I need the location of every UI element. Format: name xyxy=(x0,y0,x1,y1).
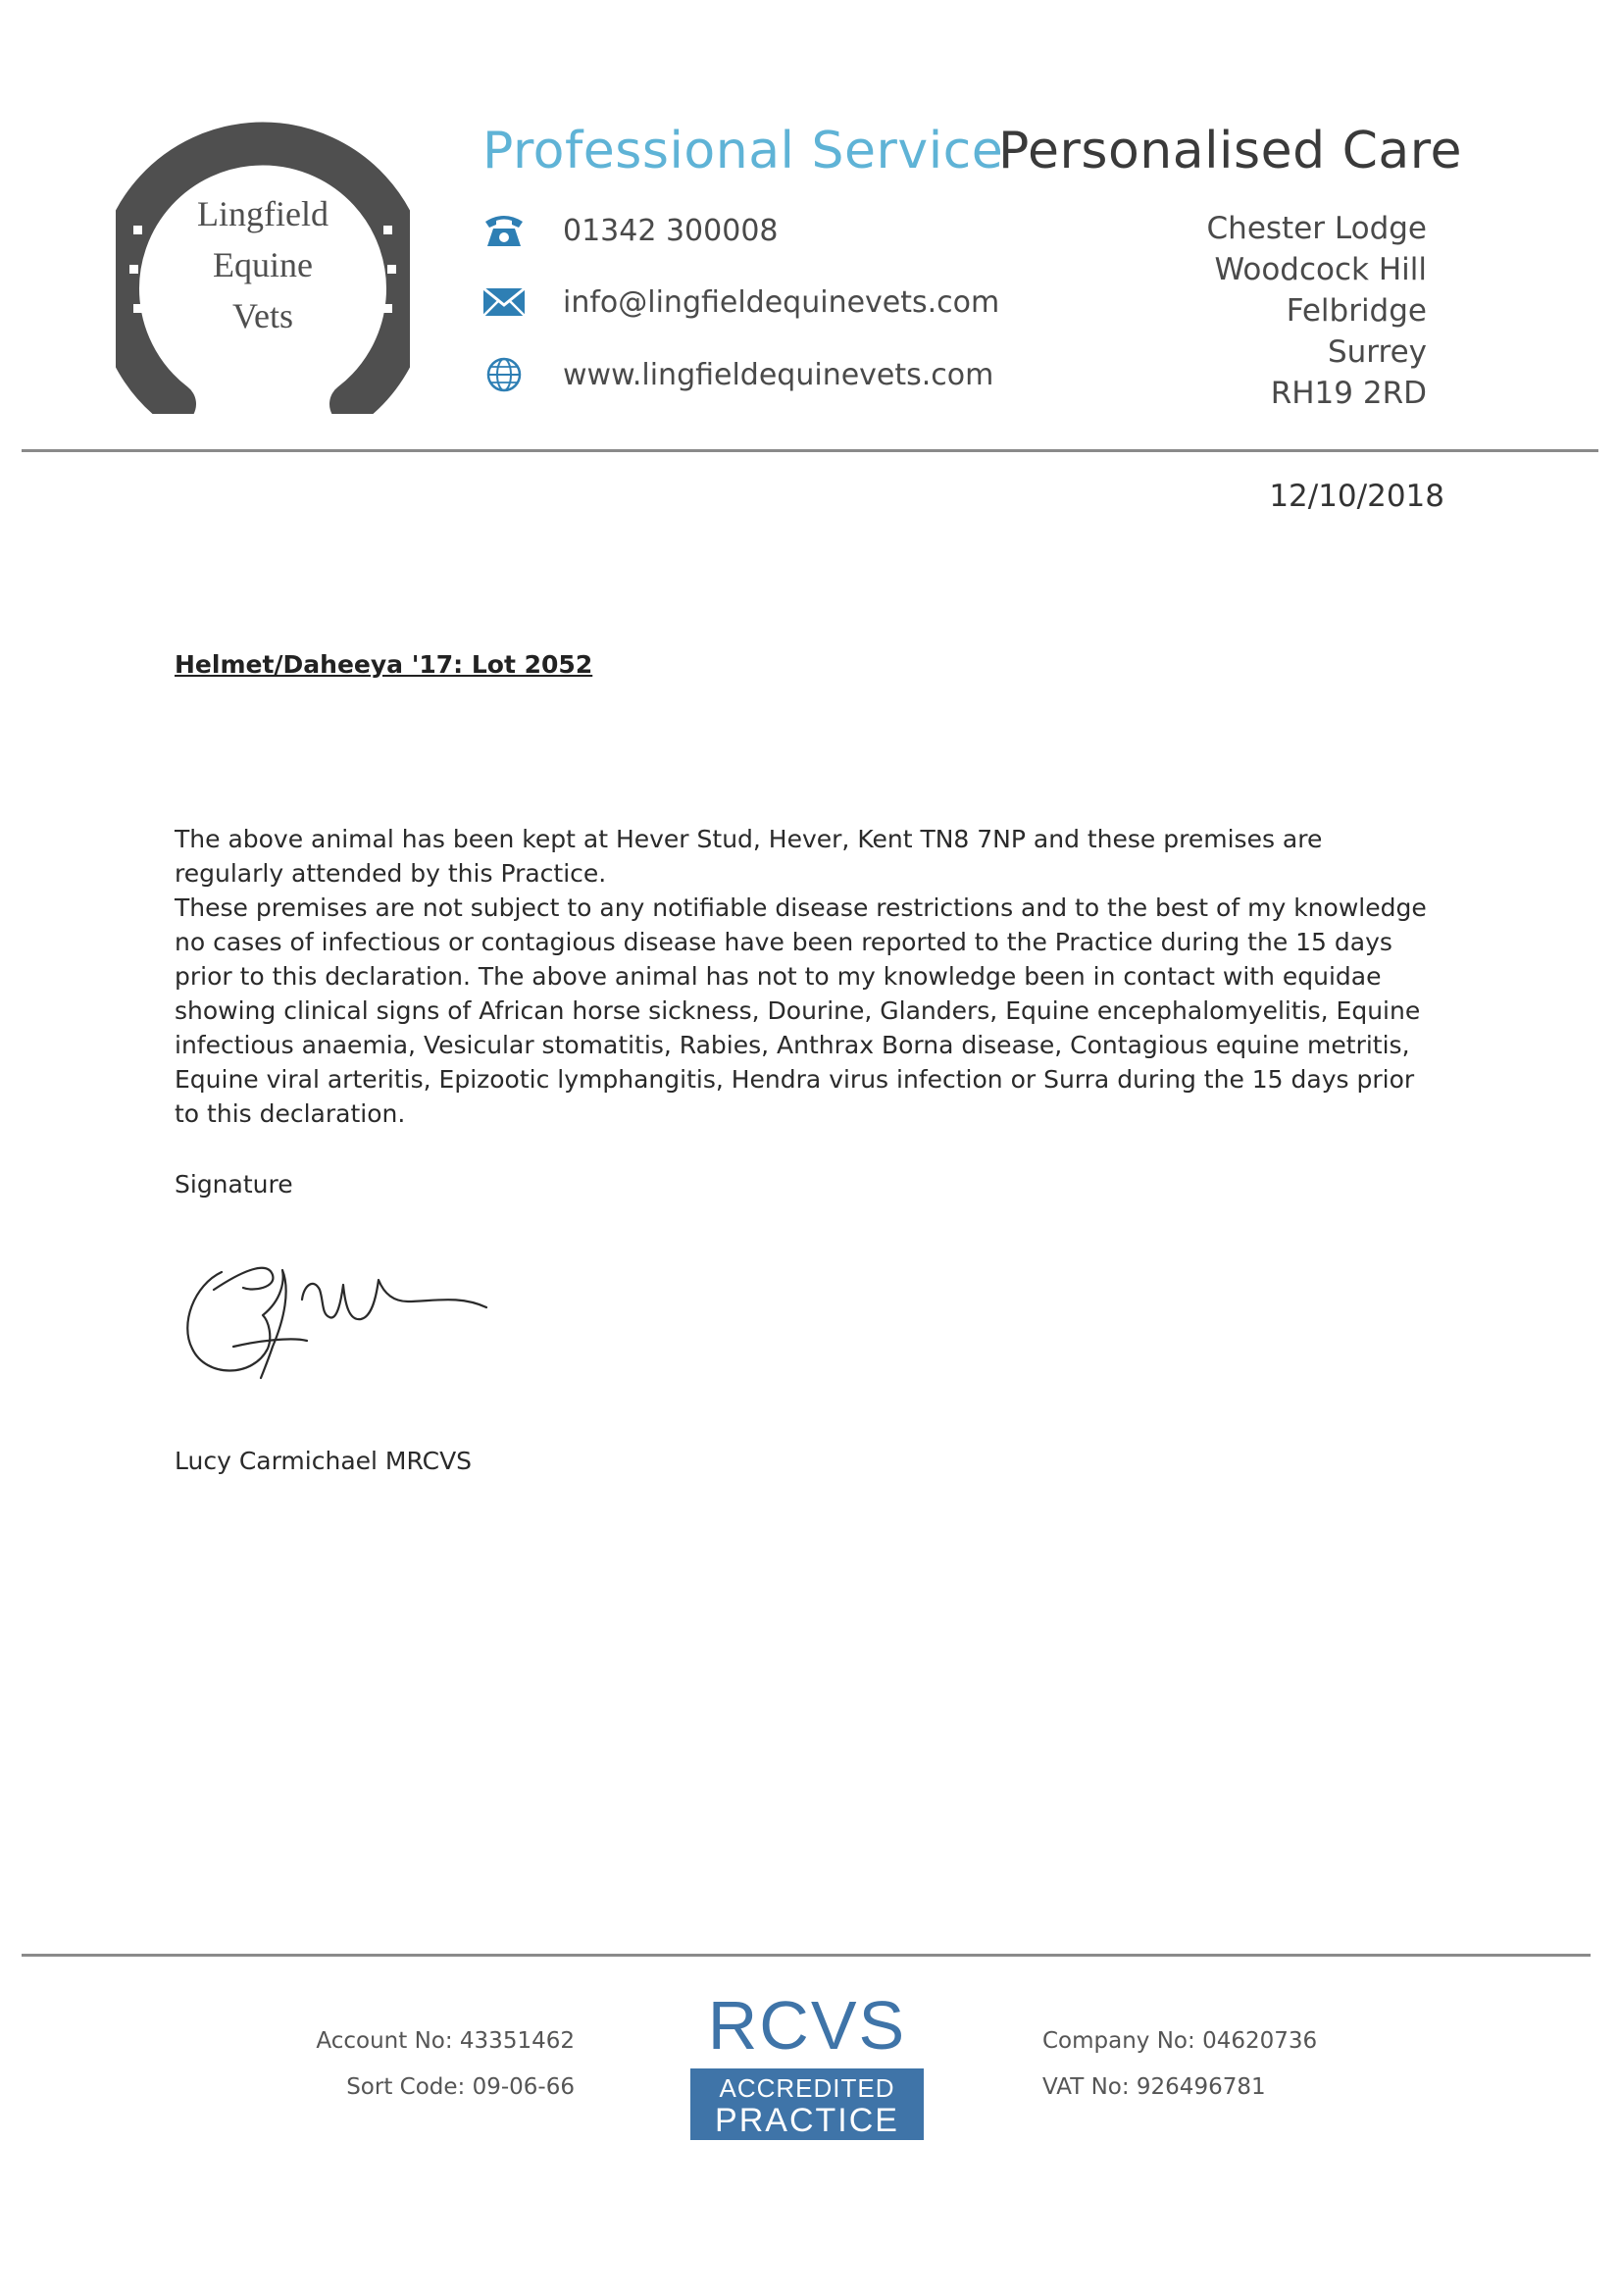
vat-number: VAT No: 926496781 xyxy=(1042,2074,1266,2100)
company-number: Company No: 04620736 xyxy=(1042,2028,1318,2054)
signer-name: Lucy Carmichael MRCVS xyxy=(175,1447,473,1475)
body-line: to this declaration. xyxy=(175,1099,406,1128)
sort-code: Sort Code: 09-06-66 xyxy=(346,2074,575,2100)
logo-text-line-3: Vets xyxy=(232,296,293,335)
tagline-professional-service: Professional Service xyxy=(482,122,1004,180)
rcvs-logo-icon xyxy=(690,1988,924,2140)
email-address[interactable]: info@lingfieldequinevets.com xyxy=(563,284,1000,320)
letter-subject: Helmet/Daheeya '17: Lot 2052 xyxy=(175,650,593,679)
rcvs-accredited-badge xyxy=(690,1988,924,2140)
letter-date: 12/10/2018 xyxy=(1269,479,1444,514)
body-line: infectious anaemia, Vesicular stomatitis, Rabies, Anthrax Borna disease, Contagious equine metritis, xyxy=(175,1031,1410,1059)
signature-label: Signature xyxy=(175,1170,293,1199)
account-number: Account No: 43351462 xyxy=(316,2028,575,2054)
signature-scribble-icon xyxy=(175,1231,528,1388)
footer-divider xyxy=(22,1954,1591,1957)
logo-text-line-1: Lingfield xyxy=(197,194,329,233)
tagline-personalised-care: Personalised Care xyxy=(998,122,1463,180)
address-line: Surrey xyxy=(1327,334,1427,370)
body-line: Equine viral arteritis, Epizootic lymphangitis, Hendra virus infection or Surra during the 15 days prior xyxy=(175,1065,1415,1094)
horseshoe-logo-icon xyxy=(116,110,410,414)
rcvs-practice-label: PRACTICE xyxy=(715,2102,899,2139)
handwritten-signature xyxy=(175,1231,528,1388)
contact-website xyxy=(481,350,993,399)
envelope-icon xyxy=(481,282,528,322)
website-url[interactable]: www.lingfieldequinevets.com xyxy=(563,357,994,392)
address-line: Felbridge xyxy=(1286,293,1427,329)
body-line: These premises are not subject to any notifiable disease restrictions and to the best of my knowledge xyxy=(175,893,1427,922)
practice-logo xyxy=(116,110,410,414)
body-line: The above animal has been kept at Hever Stud, Hever, Kent TN8 7NP and these premises are xyxy=(175,825,1323,853)
contact-phone xyxy=(481,206,779,255)
declaration-body xyxy=(175,822,1440,1131)
company-details xyxy=(1042,2018,1317,2111)
body-line: no cases of infectious or contagious disease have been reported to the Practice during the 15 days xyxy=(175,928,1392,956)
postal-address xyxy=(1207,208,1427,414)
rcvs-wordmark: RCVS xyxy=(707,1988,907,2064)
logo-text-line-2: Equine xyxy=(213,245,313,284)
address-line: Chester Lodge xyxy=(1206,211,1427,246)
globe-icon xyxy=(481,355,528,394)
address-line: RH19 2RD xyxy=(1270,376,1427,411)
body-line: prior to this declaration. The above animal has not to my knowledge been in contact with equidae xyxy=(175,962,1382,991)
body-line: showing clinical signs of African horse sickness, Dourine, Glanders, Equine encephalomyelitis, Equine xyxy=(175,996,1421,1025)
bank-details xyxy=(294,2018,575,2111)
header-divider xyxy=(22,449,1598,452)
telephone-icon xyxy=(481,211,528,250)
body-line: regularly attended by this Practice. xyxy=(175,859,607,888)
rcvs-accredited-label: ACCREDITED xyxy=(719,2073,895,2103)
contact-email xyxy=(481,278,999,327)
address-line: Woodcock Hill xyxy=(1214,252,1427,287)
phone-number[interactable]: 01342 300008 xyxy=(563,213,779,248)
